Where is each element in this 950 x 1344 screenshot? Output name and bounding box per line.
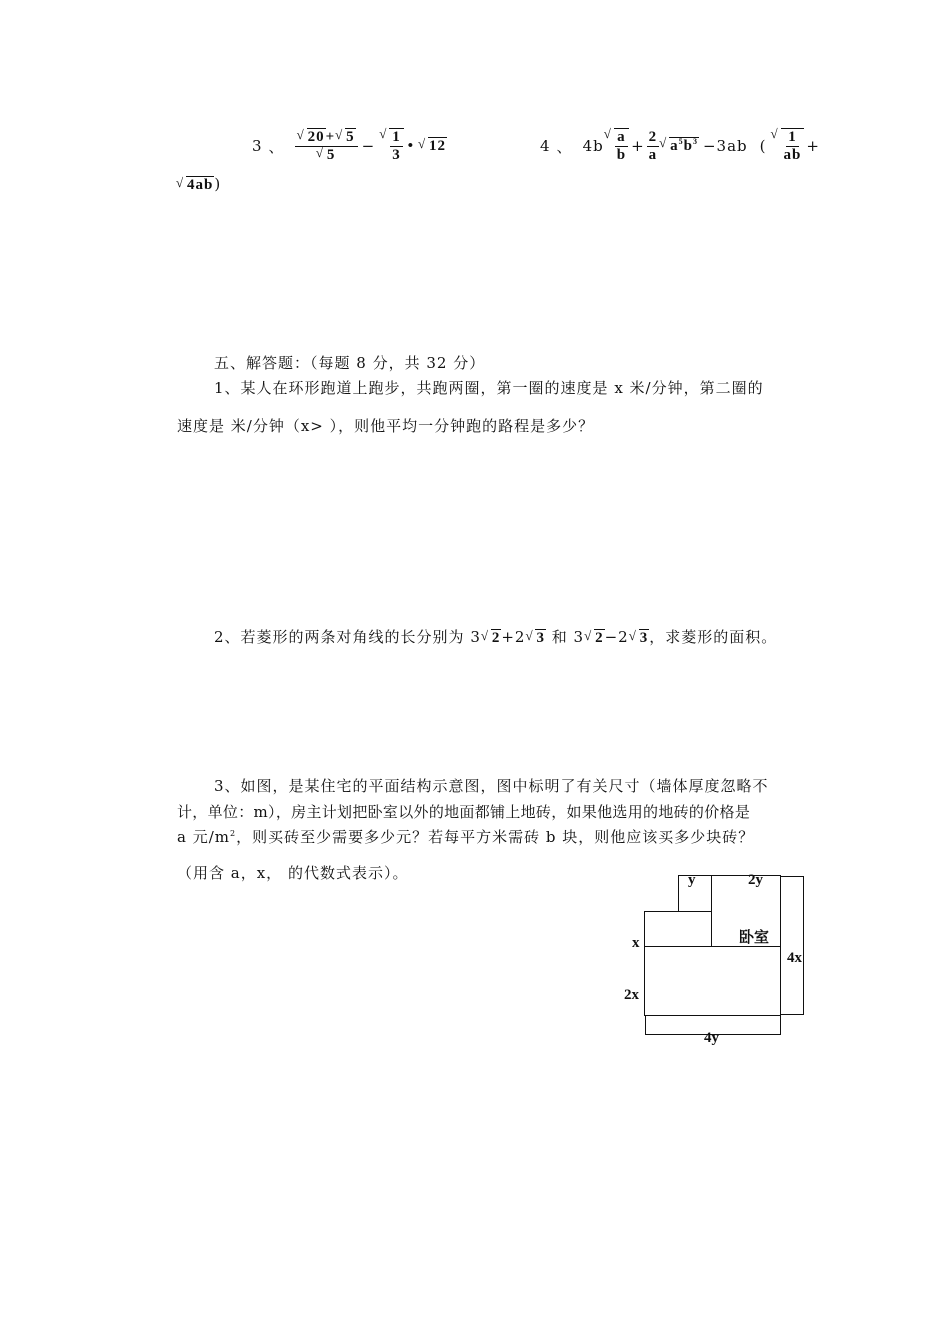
label-2x: 2x — [624, 987, 639, 1003]
room-main — [644, 946, 781, 1016]
question-1-line-1: 1、某人在环形跑道上跑步，共跑两圈，第一圈的速度是 x 米/分钟，第二圈的 — [214, 379, 764, 397]
room-left-small — [644, 911, 712, 947]
section-title: 五、解答题：（每题 8 分，共 32 分） — [214, 354, 486, 372]
label-bedroom: 卧室 — [739, 928, 770, 946]
label-4y: 4y — [704, 1030, 719, 1046]
problem-3: 3 、 √ 20+√ 5 √ 5 − √ $\frac{1}{3}$ • √ 12 — [252, 128, 447, 164]
dimension-box-right — [780, 876, 804, 1015]
label-2y: 2y — [748, 872, 763, 888]
problem-4: 4 、 4b √ $\frac{a}{b}$ + $\frac{2}{a}$ √ $a^5b^3$ −3ab ( √ $\frac{1}{ab}$ + — [540, 128, 820, 164]
question-3-line-3: a 元$/m^2$，则买砖至少需要多少元？若每平方米需砖 b 块，则他应该买多少块砖？ — [177, 828, 755, 846]
fraction-a: √ 20+√ 5 √ 5 — [295, 129, 358, 164]
label-x: x — [632, 935, 640, 951]
label-4x: 4x — [787, 950, 802, 966]
problem-3-index: 3 — [252, 137, 263, 155]
question-3-line-1: 3、如图，是某住宅的平面结构示意图，图中标明了有关尺寸（墙体厚度忽略不 — [214, 777, 769, 795]
question-3-line-4: （用含 a，x， 的代数式表示）。 — [177, 864, 409, 882]
question-2: 2、若菱形的两条对角线的长分别为 3√ 2+2√ 3 和 3√ 2−2√ 3，求菱形的面积。 — [214, 626, 777, 647]
question-3-line-2: 计，单位：m），房主计划把卧室以外的地面都铺上地砖，如果他选用的地砖的价格是 — [177, 803, 751, 821]
question-1-line-2: 速度是 米/分钟（x> ），则他平均一分钟跑的路程是多少？ — [177, 417, 595, 435]
problem-4-continuation: √ 4ab) — [176, 175, 221, 194]
label-y: y — [688, 872, 696, 888]
